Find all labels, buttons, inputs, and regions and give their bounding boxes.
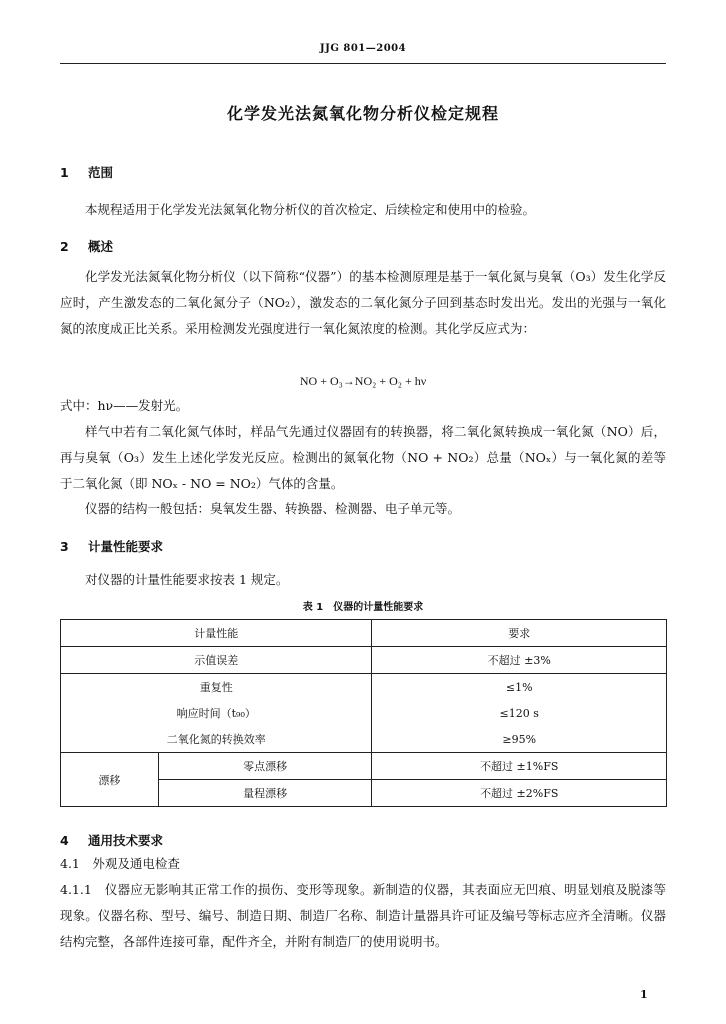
reaction-formula: NO + O₃→NO₂ + O₂ + hν [299,374,427,388]
section-2-paragraph-1: 化学发光法氮氧化物分析仪（以下简称“仪器”）的基本检测原理是基于一氧化氮与臭氧（O₃）发生化学反应时，产生激发态的二氧化氮分子（NO₂），激发态的二氧化氮分子回到基态时发出光。发出的光强与一氧化氮的浓度成正比关系。采用检测发光强度进行一氧化氮浓度的检测。其化学反应式为： [60,269,666,336]
section-2-paragraph-2: 样气中若有二氧化氮气体时，样品气先通过仪器固有的转换器，将二氧化氮转换成一氧化氮（NO）后，再与臭氧（O₃）发生上述化学发光反应。检测出的氮氧化物（NO + NO₂）总量（NOₓ）与一氧化氮的差等于二氧化氮（即 NOₓ - NO = NO₂）气体的含量。 [60,424,666,491]
section-title: 范围 [88,165,114,180]
performance-table [60,619,667,807]
section-4-heading [60,831,163,849]
section-1-heading [60,163,113,181]
page-number: 1 [640,988,648,1001]
table-row [61,674,667,701]
section-number: 4 [60,833,69,848]
table-cell-requirement: ≤1% [372,674,667,701]
table-header-row [61,620,667,647]
section-title: 计量性能要求 [88,539,164,554]
section-4-1-1-text: 4.1.1 仪器应无影响其正常工作的损伤、变形等现象。新制造的仪器，其表面应无凹痕、明显划痕及脱漆等现象。仪器名称、型号、编号、制造日期、制造厂名称、制造计量器具许可证及编号等标志应齐全清晰。仪器结构完整，各部件连接可靠，配件齐全，并附有制造厂的使用说明书。 [60,882,666,949]
table-caption: 表 1 仪器的计量性能要求 [302,602,424,613]
table-row [61,700,667,726]
section-2-heading [60,237,113,255]
table-cell-name: 量程漂移 [158,780,372,807]
formula-explanation: 式中：hν——发射光。 [60,398,189,413]
running-header: JJG 801—2004 [319,43,407,54]
header-rule [60,63,666,64]
table-row [61,753,667,780]
section-3-text: 对仪器的计量性能要求按表 1 规定。 [85,572,289,587]
section-number: 2 [60,239,69,254]
section-number: 1 [60,165,69,180]
table-cell-requirement: 不超过 ±1%FS [372,753,667,780]
table-cell-name: 示值误差 [61,647,372,674]
table-cell-requirement: ≥95% [372,726,667,753]
section-2-paragraph-3: 仪器的结构一般包括：臭氧发生器、转换器、检测器、电子单元等。 [85,501,461,516]
subsection-4-1-heading: 4.1 外观及通电检查 [60,856,180,871]
table-header-cell: 要求 [372,620,667,647]
table-cell-group: 漂移 [61,753,159,807]
table-cell-name: 二氧化氮的转换效率 [61,726,372,753]
table-cell-requirement: 不超过 ±3% [372,647,667,674]
table-cell-requirement: 不超过 ±2%FS [372,780,667,807]
table-cell-name: 零点漂移 [158,753,372,780]
section-title: 概述 [88,239,114,254]
table-cell-name: 响应时间（t₉₀） [61,700,372,726]
table-row [61,647,667,674]
section-3-heading [60,537,163,555]
table-cell-requirement: ≤120 s [372,700,667,726]
table-cell-name: 重复性 [61,674,372,701]
table-row [61,726,667,753]
section-number: 3 [60,539,69,554]
table-header-cell: 计量性能 [61,620,372,647]
section-1-text: 本规程适用于化学发光法氮氧化物分析仪的首次检定、后续检定和使用中的检验。 [85,202,536,217]
document-title: 化学发光法氮氧化物分析仪检定规程 [226,104,499,123]
section-title: 通用技术要求 [88,833,164,848]
